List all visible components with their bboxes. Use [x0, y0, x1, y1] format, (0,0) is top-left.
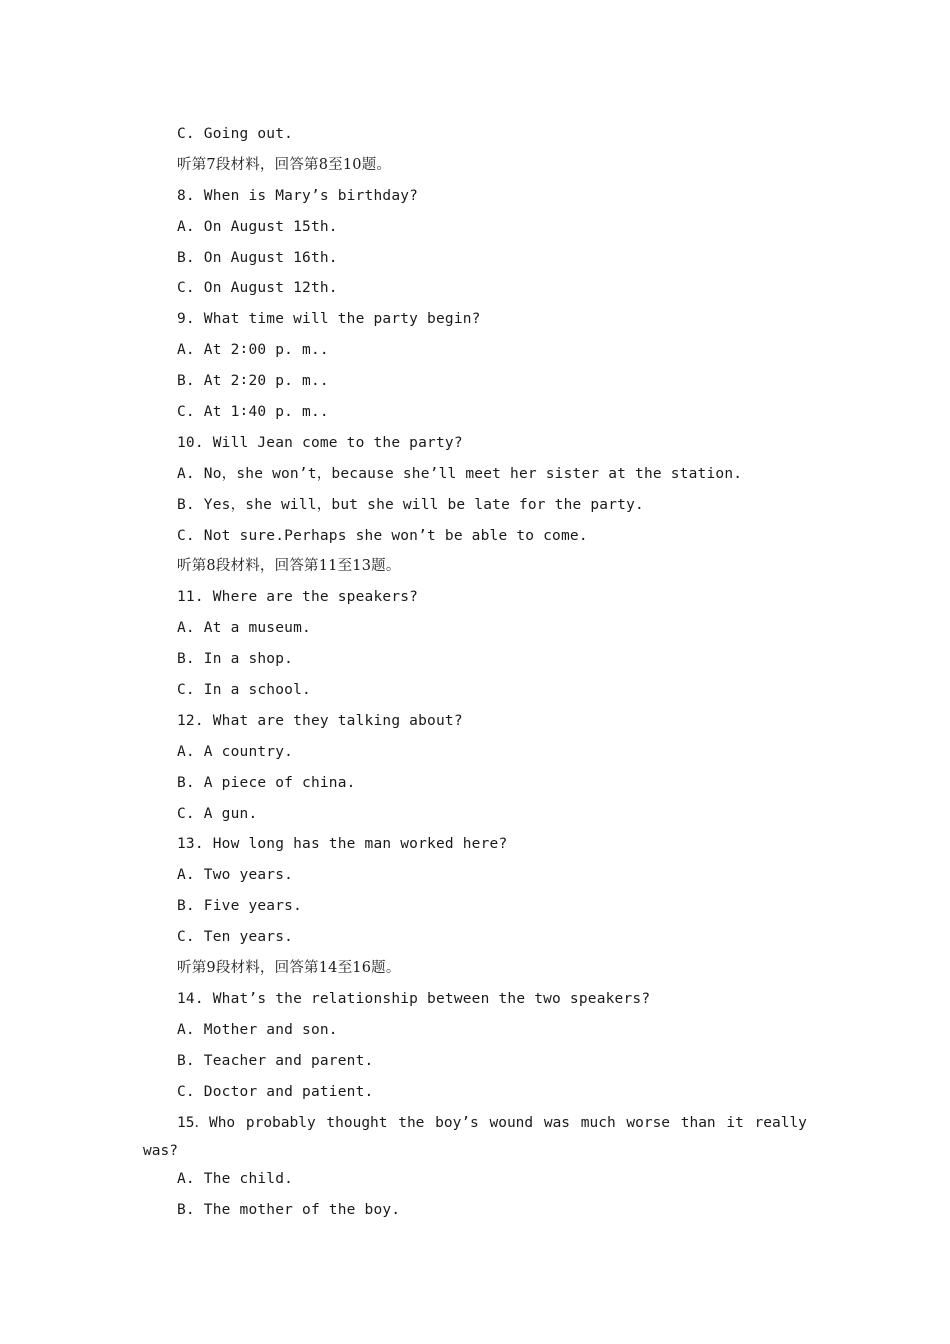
answer-option: A. Mother and son.	[177, 1021, 338, 1038]
question-15-word: wound	[489, 1114, 534, 1131]
answer-option: A. At a museum.	[177, 620, 311, 637]
answer-option: A. Two years.	[177, 867, 294, 884]
section-instruction: 听第8段材料，回答第11至13题。	[177, 558, 401, 575]
question-stem: 12. What are they talking about?	[177, 712, 463, 729]
answer-option: C. On August 12th.	[177, 280, 338, 297]
answer-option: B. At 2∶20 p. m..	[177, 373, 329, 390]
question-stem: 11. Where are the speakers?	[177, 589, 419, 606]
question-stem: 13. How long has the man worked here?	[177, 836, 508, 853]
question-list	[143, 119, 817, 1226]
question-15-line	[177, 1108, 807, 1139]
question-lines	[177, 119, 817, 1108]
question-15-word: boy’s	[435, 1114, 479, 1131]
answer-option: B. On August 16th.	[177, 249, 338, 266]
question-15-word: probably	[245, 1114, 316, 1131]
question-15-continuation: was?	[143, 1143, 178, 1160]
answer-option: C. Ten years.	[177, 929, 294, 946]
answer-option: A. The child.	[177, 1171, 294, 1188]
question-stem: 14. What’s the relationship between the two speakers?	[177, 990, 651, 1007]
answer-option: C. In a school.	[177, 682, 311, 699]
answer-option: C. At 1∶40 p. m..	[177, 404, 329, 421]
question-stem: 10. Will Jean come to the party?	[177, 434, 463, 451]
answer-option: A. At 2∶00 p. m..	[177, 342, 329, 359]
question-lines-tail	[177, 1164, 817, 1226]
question-15-word: worse	[626, 1114, 671, 1131]
answer-option: B. In a shop.	[177, 651, 294, 668]
question-15-word: it	[726, 1114, 744, 1131]
answer-option: A. On August 15th.	[177, 218, 338, 235]
question-15-word: thought	[326, 1114, 388, 1131]
answer-option: C. Going out.	[177, 126, 294, 142]
answer-option: B. Teacher and parent.	[177, 1052, 374, 1069]
answer-option: C. Not sure.Perhaps she won’t be able to come.	[177, 527, 588, 544]
section-instruction: 听第9段材料，回答第14至16题。	[177, 960, 401, 977]
answer-option: A. A country.	[177, 743, 294, 760]
answer-option: B. Five years.	[177, 898, 303, 915]
answer-option: A. No，she won’t，because she’ll meet her sister at the station.	[177, 465, 743, 482]
question-15-word: was	[543, 1114, 571, 1131]
question-15-word: than	[680, 1114, 716, 1131]
question-15-word: the	[398, 1114, 425, 1131]
question-15-word: much	[580, 1114, 616, 1131]
question-stem: 9. What time will the party begin?	[177, 311, 481, 328]
question-15-word: 15．Who	[177, 1114, 236, 1131]
answer-option: B. The mother of the boy.	[177, 1202, 401, 1219]
section-instruction: 听第7段材料，回答第8至10题。	[177, 156, 392, 173]
question-stem: 8. When is Mary’s birthday?	[177, 187, 419, 204]
answer-option: B. A piece of china.	[177, 774, 356, 791]
question-15-word: really	[754, 1114, 807, 1131]
answer-option: C. A gun.	[177, 805, 258, 822]
answer-option: C. Doctor and patient.	[177, 1083, 374, 1100]
answer-option: B. Yes，she will，but she will be late for the party.	[177, 496, 644, 513]
